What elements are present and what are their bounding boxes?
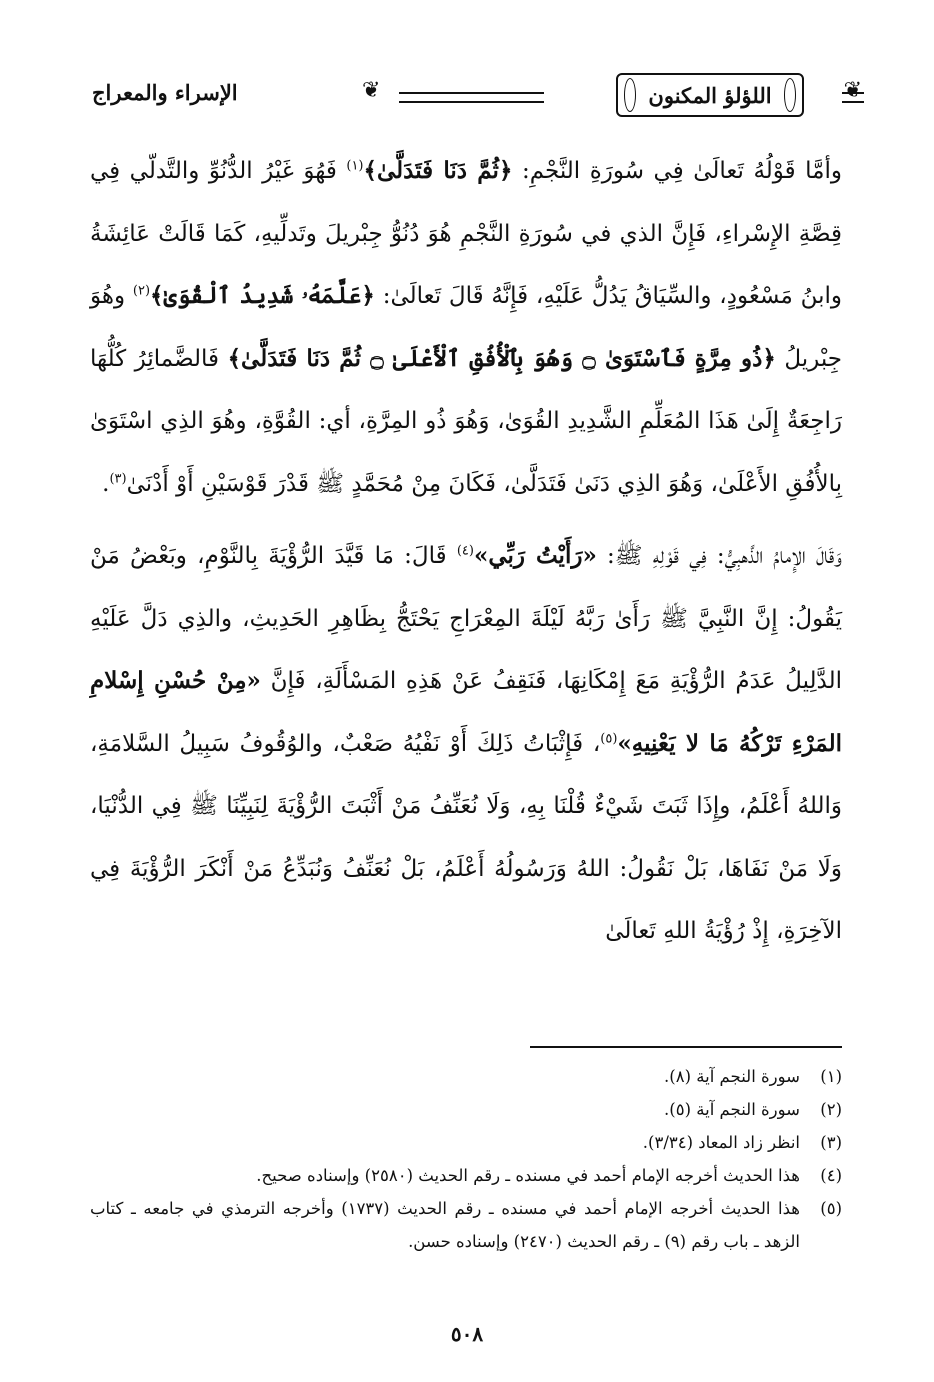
main-text: [90, 140, 842, 963]
footnote-number: (١): [820, 1067, 842, 1086]
header-rule-middle: [399, 92, 544, 103]
page-number: ٥٠٨: [450, 1322, 484, 1346]
footnote-text: سورة النجم آية (٨).: [664, 1067, 800, 1086]
hadith-quote: «مِنْ حُسْنِ إِسْلامِ المَرْءِ تَرْكُهُ مَا لا يَعْنِيهِ»: [90, 667, 842, 757]
book-title-cartouche: [576, 72, 844, 118]
ornament-icon: ❦: [843, 78, 862, 103]
footnote-number: (٥): [820, 1199, 842, 1218]
text-run: وَقَالَ الإِمامُ الذَّهبِيُّ: فِي قَوْلِهِ ﷺ:: [596, 543, 843, 569]
book-title: اللؤلؤ المكنون: [616, 73, 803, 117]
ornament-icon: ❦: [362, 78, 381, 103]
text-run: .: [102, 470, 110, 497]
footnote-ref[interactable]: (٥): [600, 730, 618, 746]
paragraph-2: [90, 525, 842, 963]
footnote-item: [90, 1159, 842, 1192]
footnote-ref[interactable]: (٣): [109, 470, 127, 486]
footnote-ref[interactable]: (١): [346, 158, 364, 174]
footnote-item: [90, 1126, 842, 1159]
footnotes: [90, 1060, 842, 1258]
footnote-number: (٢): [820, 1100, 842, 1119]
text-run: فَالضَّمائِرُ كُلُّهَا رَاجِعَةٌ إِلَىٰ هَذَا المُعَلِّمِ الشَّدِيدِ القُوَىٰ، وَهُوَ ذُو المِرَّةِ، أي: القُوَّةِ، وهُوَ الذِي اسْتَوَىٰ بِالأُفُقِ الأَعْلَىٰ، وَهُوَ الذِي دَنَىٰ فَتَدَلَّىٰ، فَكَانَ مِنْ مُحَمَّدٍ ﷺ قَدْرَ قَوْسَيْنِ أَوْ أَدْنَىٰ: [90, 345, 842, 497]
footnote-number: (٣): [820, 1133, 842, 1152]
chapter-title: الإسراء والمعراج: [92, 80, 238, 105]
text-run: فَهُوَ غَيْرُ الدُّنُوِّ والتَّدلّي فِي قِصَّةِ الإِسْراءِ، فَإِنَّ الذي في سُورَةِ النَّجْمِ هُوَ دُنُوُّ جِبْريلَ وتَدلِّيهِ، كَمَا قَالَتْ عَائِشَةُ وابنُ مَسْعُودٍ، والسِّيَاقُ يَدُلُّ عَلَيْهِ، فَإِنَّهُ قَالَ تَعالَىٰ:: [90, 158, 842, 309]
text-run: قَالَ: مَا قَيَّدَ الرُّؤْيَةَ بِالنَّوْمِ، وبَعْضُ مَنْ يَقُولُ: إِنَّ النَّبِيَّ ﷺ رَأَىٰ رَبَّهُ لَيْلَةَ المِعْرَاجِ يَحْتَجُّ بِظَاهِرِ الحَدِيثِ، والذِي دَلَّ عَلَيْهِ الدَّلِيلُ عَدَمُ الرُّؤْيَةِ مَعَ إِمْكَانِهَا، فَنَقِفُ عَنْ هَذِهِ المَسْأَلَةِ، فَإِنَّ: [90, 543, 842, 694]
footnote-text: هذا الحديث أخرجه الإمام أحمد في مسنده ـ رقم الحديث (١٧٣٧) وأخرجه الترمذي في جامعه ـ كتاب الزهد ـ باب رقم (٩) ـ رقم الحديث (٢٤٧٠) وإسناده حسن.: [90, 1199, 800, 1251]
paragraph-1: [90, 140, 842, 515]
footnote-ref[interactable]: (٤): [456, 543, 474, 559]
text-run: ، فَإِثْبَاتُ ذَلِكَ أَوْ نَفْيُهُ صَعْبٌ، والوُقُوفُ سَبِيلُ السَّلامَةِ، وَاللهُ أَعْلَمُ، وإِذَا ثَبَتَ شَيْءٌ قُلْنَا بِهِ، وَلَا نُعَنِّفُ مَنْ أَثْبَتَ الرُّؤْيَةَ لِنَبِيِّنَا ﷺ فِي الدُّنْيَا، وَلَا مَنْ نَفَاهَا، بَلْ نَقُولُ: اللهُ وَرَسُولُهُ أَعْلَمُ، بَلْ نُعَنِّفُ وَنُبَدِّعُ مَنْ أَنْكَرَ الرُّؤْيَةَ فِي الآخِرَةِ، إِذْ رُؤْيَةُ اللهِ تَعالَىٰ: [90, 730, 842, 944]
quran-verse: ﴿عَلَّمَهُۥ شَدِيدُ ٱلْقُوَىٰ﴾: [150, 282, 375, 309]
quran-verse: ﴿ذُو مِرَّةٍ فَٱسْتَوَىٰ ۝ وَهُوَ بِٱلْأُفُقِ ٱلْأَعْلَىٰ ۝ ثُمَّ دَنَا فَتَدَلَّىٰ﴾: [227, 344, 776, 372]
footnote-ref[interactable]: (٢): [132, 283, 151, 299]
footnote-text: سورة النجم آية (٥).: [664, 1100, 800, 1119]
running-header: [92, 66, 862, 128]
text-run: وهُوَ جِبْريلُ: [90, 283, 843, 372]
footnote-number: (٤): [820, 1166, 842, 1185]
footnote-separator: [530, 1046, 842, 1048]
footnote-text: انظر زاد المعاد (٣/٣٤).: [642, 1133, 800, 1152]
hadith-quote: «رَأَيْتُ رَبِّي»: [473, 542, 597, 569]
text-run: وأمَّا قَوْلُهُ تَعالَىٰ فِي سُورَةِ النَّجْمِ:: [512, 158, 842, 184]
footnote-item: [90, 1060, 842, 1093]
footnote-item: [90, 1192, 842, 1258]
quran-verse: ﴿ثُمَّ دَنَا فَتَدَلَّىٰ﴾: [363, 157, 513, 184]
footnote-item: [90, 1093, 842, 1126]
footnote-text: هذا الحديث أخرجه الإمام أحمد في مسنده ـ رقم الحديث (٢٥٨٠) وإسناده صحيح.: [256, 1166, 800, 1185]
